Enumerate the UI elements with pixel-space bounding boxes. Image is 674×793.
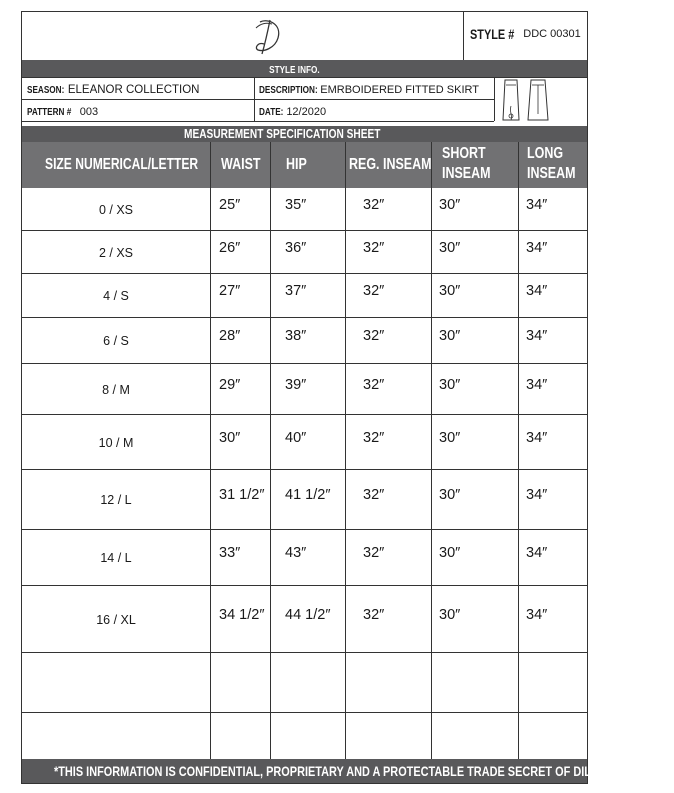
measurement-cell: 26″ (219, 239, 241, 256)
style-label: STYLE # (470, 25, 515, 42)
measurement-cell: 32″ (363, 328, 385, 344)
measurement-cell: 38″ (285, 328, 307, 344)
measurement-cell: 30″ (439, 545, 461, 561)
footer-notice: *THIS INFORMATION IS CONFIDENTIAL, PROPRIETARY AND A PROTECTABLE TRADE SECRET OF DILA DESIGNS.CO* (54, 763, 674, 779)
measurement-cell: 32″ (363, 545, 385, 561)
date-label: DATE: (259, 106, 284, 118)
column-header-line: SIZE NUMERICAL/LETTER (45, 156, 199, 173)
column-header-line: SHORT (442, 145, 486, 162)
measurement-cell: 34″ (526, 197, 548, 213)
style-info-title: STYLE INFO. (269, 64, 320, 76)
measurement-cell: 32″ (363, 606, 385, 623)
description-label: DESCRIPTION: (259, 84, 318, 96)
measurement-cell: 43″ (285, 545, 307, 561)
measurement-cell: 30″ (439, 487, 461, 503)
measurement-cell: 27″ (219, 283, 241, 299)
style-number (470, 25, 581, 45)
column-header (527, 144, 576, 184)
logo-area (22, 12, 463, 60)
measurement-cell: 34″ (526, 328, 548, 344)
measurement-cell: 32″ (363, 239, 385, 256)
season-value: ELEANOR COLLECTION (67, 84, 200, 96)
measurement-cell: 30″ (439, 283, 461, 299)
measurement-cell: 34″ (526, 606, 548, 623)
size-label: 14 / L (100, 551, 132, 565)
measurement-cell: 41 1/2″ (285, 487, 331, 503)
skirt-sketch-icon (499, 76, 559, 124)
column-header (45, 155, 198, 175)
column-header (442, 144, 491, 184)
column-header-line: LONG (527, 145, 564, 162)
size-label: 10 / M (98, 435, 134, 450)
measurement-cell: 30″ (439, 376, 461, 393)
measurement-cell: 30″ (439, 328, 461, 344)
pattern-value: 003 (79, 106, 99, 118)
measurement-title-bar (22, 126, 587, 142)
measurement-cell: 35″ (285, 197, 307, 213)
measurement-cell: 32″ (363, 429, 385, 446)
date-value: 12/2020 (286, 106, 327, 118)
measurement-cell: 40″ (285, 429, 307, 446)
measurement-cell: 39″ (285, 376, 307, 393)
column-header-line: HIP (286, 156, 307, 173)
pattern-field (27, 100, 98, 121)
measurement-cell: 29″ (219, 376, 241, 393)
column-header-line: INSEAM (527, 165, 576, 182)
column-header-line: REG. INSEAM (349, 156, 432, 173)
measurement-cell: 34″ (526, 376, 548, 393)
measurement-cell: 34″ (526, 283, 548, 299)
measurement-cell: 30″ (439, 197, 461, 213)
measurement-title: MEASUREMENT SPECIFICATION SHEET (184, 126, 381, 141)
measurement-cell: 34″ (526, 239, 548, 256)
measurement-cell: 30″ (219, 429, 241, 446)
column-header-line: INSEAM (442, 165, 491, 182)
size-label: 6 / S (103, 334, 129, 348)
measurement-cell: 34 1/2″ (219, 606, 265, 623)
size-label: 0 / XS (98, 203, 134, 217)
style-value: DDC 00301 (523, 27, 581, 40)
style-info-bar (22, 60, 587, 77)
measurement-cell: 31 1/2″ (219, 487, 265, 503)
measurement-cell: 32″ (363, 197, 385, 213)
season-label: SEASON: (27, 84, 65, 96)
measurement-cell: 36″ (285, 239, 307, 256)
description-value: EMRBOIDERED FITTED SKIRT (320, 84, 479, 96)
measurement-cell: 32″ (363, 487, 385, 503)
measurement-cell: 25″ (219, 197, 241, 213)
measurement-cell: 33″ (219, 545, 241, 561)
measurement-cell: 30″ (439, 239, 461, 256)
script-d-logo-icon (248, 16, 288, 56)
footer-bar (22, 759, 674, 783)
spec-sheet (21, 11, 674, 784)
measurement-cell: 30″ (439, 606, 461, 623)
measurement-cell: 44 1/2″ (285, 606, 331, 623)
column-header (349, 155, 432, 175)
size-label: 2 / XS (98, 245, 134, 260)
measurement-cell: 34″ (526, 429, 548, 446)
season-field (27, 78, 200, 99)
column-header (221, 155, 261, 175)
size-label: 8 / M (102, 382, 130, 397)
size-label: 16 / XL (96, 612, 136, 627)
date-field (259, 100, 326, 121)
measurement-cell: 37″ (285, 283, 307, 299)
description-field (259, 78, 479, 99)
measurement-cell: 32″ (363, 376, 385, 393)
measurement-cell: 30″ (439, 429, 461, 446)
column-header (286, 155, 307, 175)
pattern-label: PATTERN # (27, 106, 72, 118)
measurement-cell: 34″ (526, 487, 548, 503)
table-header (22, 142, 587, 188)
size-label: 12 / L (100, 493, 132, 507)
measurement-cell: 34″ (526, 545, 548, 561)
column-header-line: WAIST (221, 156, 261, 173)
measurement-cell: 32″ (363, 283, 385, 299)
size-label: 4 / S (103, 289, 129, 303)
measurement-cell: 28″ (219, 328, 241, 344)
